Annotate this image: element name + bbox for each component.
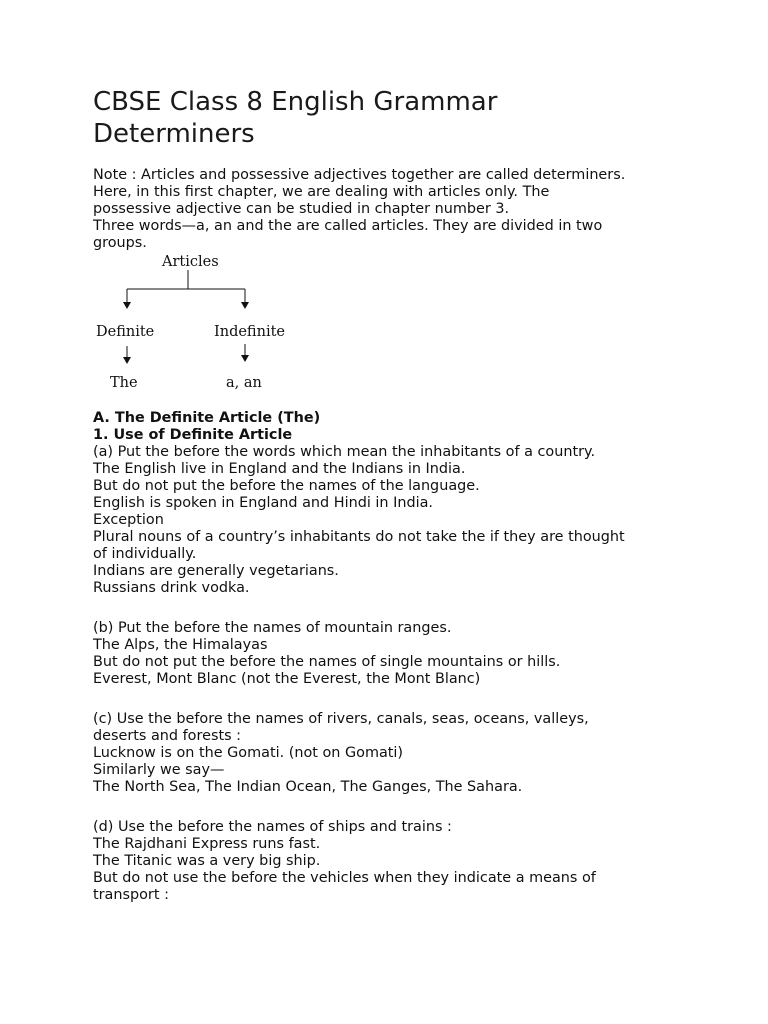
text-line: (b) Put the before the names of mountain ranges.: [93, 620, 452, 636]
text-line: (a) Put the before the words which mean the inhabitants of a country.: [93, 444, 596, 460]
text-line: Plural nouns of a country’s inhabitants do not take the if they are thought: [93, 529, 625, 545]
intro-line: Note : Articles and possessive adjectives together are called determiners.: [93, 167, 626, 183]
text-line: English is spoken in England and Hindi in India.: [93, 495, 433, 511]
text-line: The North Sea, The Indian Ocean, The Ganges, The Sahara.: [93, 779, 523, 795]
text-line: But do not put the before the names of the language.: [93, 478, 480, 494]
section-a: [93, 410, 693, 904]
text-line: (d) Use the before the names of ships and trains :: [93, 819, 452, 835]
text-line: But do not use the before the vehicles when they indicate a means of: [93, 870, 596, 886]
text-line: Russians drink vodka.: [93, 580, 250, 596]
section-heading: A. The Definite Article (The): [93, 410, 321, 426]
paragraph-b: [93, 620, 693, 688]
paragraph-d: [93, 819, 693, 904]
text-line: Indians are generally vegetarians.: [93, 563, 339, 579]
text-line: The Rajdhani Express runs fast.: [93, 836, 321, 852]
text-line: The Alps, the Himalayas: [93, 637, 268, 653]
text-line: Exception: [93, 512, 164, 528]
document-page: [93, 86, 693, 904]
intro-line: Here, in this first chapter, we are dealing with articles only. The: [93, 184, 550, 200]
paragraph-a: [93, 444, 693, 597]
intro-paragraph: [93, 167, 693, 252]
intro-line: possessive adjective can be studied in chapter number 3.: [93, 201, 510, 217]
intro-line: groups.: [93, 235, 147, 251]
diagram-root-label: Articles: [162, 254, 219, 270]
text-line: deserts and forests :: [93, 728, 242, 744]
text-line: The English live in England and the Indians in India.: [93, 461, 466, 477]
diagram-definite-leaf: The: [110, 375, 138, 391]
diagram-definite-label: Definite: [96, 324, 155, 340]
text-line: of individually.: [93, 546, 197, 562]
diagram-indefinite-leaf: a, an: [226, 375, 262, 391]
articles-diagram: [92, 254, 302, 400]
text-line: The Titanic was a very big ship.: [93, 853, 321, 869]
text-line: transport :: [93, 887, 169, 903]
paragraph-c: [93, 711, 693, 796]
text-line: But do not put the before the names of single mountains or hills.: [93, 654, 561, 670]
diagram-indefinite-label: Indefinite: [214, 324, 285, 340]
section-subheading: 1. Use of Definite Article: [93, 427, 293, 443]
page-title: [93, 86, 693, 150]
title-line-1: CBSE Class 8 English Grammar: [93, 87, 498, 117]
intro-line: Three words—a, an and the are called articles. They are divided in two: [93, 218, 603, 234]
text-line: (c) Use the before the names of rivers, canals, seas, oceans, valleys,: [93, 711, 589, 727]
text-line: Everest, Mont Blanc (not the Everest, the Mont Blanc): [93, 671, 481, 687]
text-line: Similarly we say—: [93, 762, 225, 778]
title-line-2: Determiners: [93, 119, 255, 149]
text-line: Lucknow is on the Gomati. (not on Gomati): [93, 745, 404, 761]
